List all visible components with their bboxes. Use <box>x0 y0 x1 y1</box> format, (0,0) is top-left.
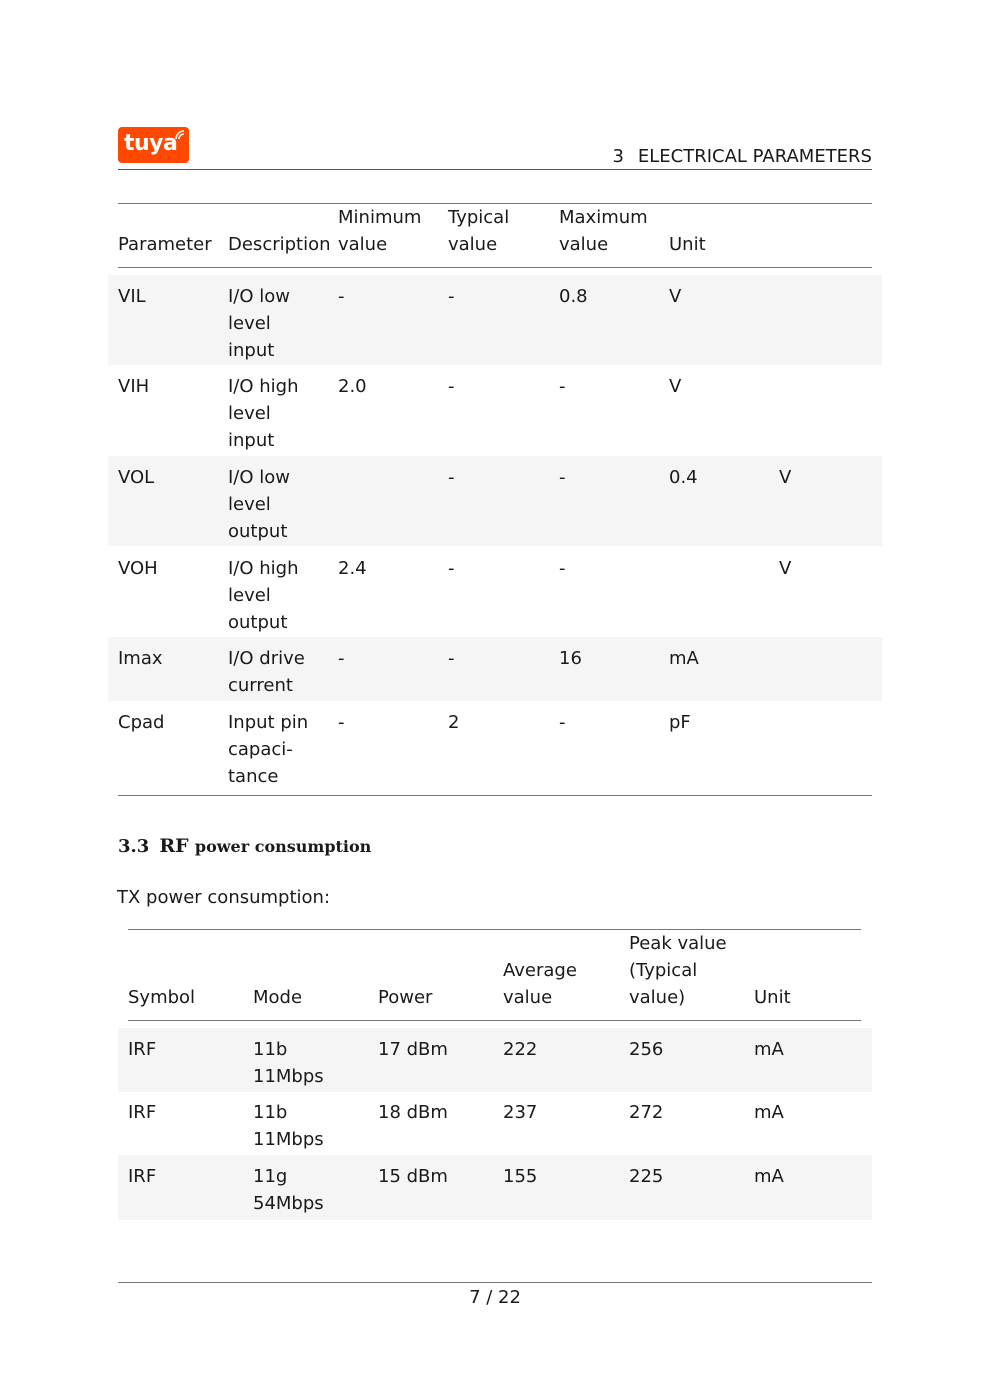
io-cell-c7: V <box>779 467 792 488</box>
tx-cell-average: 155 <box>503 1166 538 1187</box>
io-cell-c7: V <box>779 558 792 579</box>
io-cell-c5: - <box>559 467 566 488</box>
tx-intro-text: TX power consumption: <box>117 887 331 908</box>
tx-cell-average: 237 <box>503 1102 538 1123</box>
io-cell-c6: V <box>669 376 682 397</box>
io-cell-desc: I/O high level output <box>228 558 299 633</box>
tx-header-average: Average value <box>503 960 577 1008</box>
logo-text: tuya <box>124 131 178 156</box>
tx-cell-power: 15 dBm <box>378 1166 448 1187</box>
io-cell-param: VIH <box>118 376 150 397</box>
io-cell-c4: - <box>448 467 455 488</box>
io-cell-c4: - <box>448 558 455 579</box>
tx-cell-symbol: IRF <box>128 1166 157 1187</box>
tx-cell-symbol: IRF <box>128 1039 157 1060</box>
io-cell-c5: - <box>559 712 566 733</box>
io-cell-param: VOL <box>118 467 155 488</box>
io-cell-desc: Input pin capaci- tance <box>228 712 309 787</box>
tx-header-unit: Unit <box>754 987 791 1008</box>
tx-cell-mode: 11b 11Mbps <box>253 1102 324 1150</box>
io-cell-c5: - <box>559 376 566 397</box>
table-row-band <box>108 456 882 546</box>
io-cell-desc: I/O drive current <box>228 648 305 696</box>
tx-cell-power: 18 dBm <box>378 1102 448 1123</box>
io-cell-c3: 2.0 <box>338 376 367 397</box>
tx-cell-average: 222 <box>503 1039 538 1060</box>
io-cell-c4: - <box>448 286 455 307</box>
tx-cell-unit: mA <box>754 1039 784 1060</box>
io-cell-c6: 0.4 <box>669 467 698 488</box>
tx-cell-peak: 272 <box>629 1102 664 1123</box>
io-table-bottom-rule <box>118 795 872 796</box>
io-cell-c4: - <box>448 648 455 669</box>
io-cell-c5: 16 <box>559 648 582 669</box>
io-cell-param: Imax <box>118 648 163 669</box>
io-cell-c5: 0.8 <box>559 286 588 307</box>
io-cell-c6: V <box>669 286 682 307</box>
io-header-description: Description <box>228 234 331 255</box>
io-cell-c5: - <box>559 558 566 579</box>
tx-cell-power: 17 dBm <box>378 1039 448 1060</box>
io-cell-c3: - <box>338 712 345 733</box>
footer-rule <box>118 1282 872 1283</box>
tx-header-mode: Mode <box>253 987 303 1008</box>
section-number: 3.3 <box>118 836 150 857</box>
tx-cell-unit: mA <box>754 1102 784 1123</box>
io-cell-c4: 2 <box>448 712 460 733</box>
header-section-title: ELECTRICAL PARAMETERS <box>637 146 872 167</box>
io-header-minimum: Minimum value <box>338 207 422 255</box>
running-header <box>118 146 872 167</box>
io-cell-param: VOH <box>118 558 158 579</box>
tx-table-header-rule <box>128 1020 861 1021</box>
table-row-band <box>108 637 882 701</box>
tx-table-top-rule <box>128 929 861 930</box>
tx-cell-symbol: IRF <box>128 1102 157 1123</box>
io-cell-desc: I/O low level input <box>228 286 290 361</box>
io-cell-c3: 2.4 <box>338 558 367 579</box>
io-cell-param: VIL <box>118 286 146 307</box>
io-header-parameter: Parameter <box>118 234 212 255</box>
section-title-first: RF <box>159 835 189 857</box>
header-rule <box>118 169 872 170</box>
tx-cell-peak: 225 <box>629 1166 664 1187</box>
io-cell-param: Cpad <box>118 712 165 733</box>
io-cell-c3: - <box>338 648 345 669</box>
tx-header-symbol: Symbol <box>128 987 196 1008</box>
tx-cell-unit: mA <box>754 1166 784 1187</box>
io-cell-desc: I/O high level input <box>228 376 299 451</box>
tx-header-peak: Peak value (Typical value) <box>629 933 727 1008</box>
section-heading <box>118 835 371 857</box>
io-header-typical: Typical value <box>448 207 510 255</box>
tx-header-power: Power <box>378 987 433 1008</box>
io-header-maximum: Maximum value <box>559 207 648 255</box>
wifi-icon <box>174 129 186 141</box>
page-number: 7 / 22 <box>469 1287 521 1308</box>
io-cell-desc: I/O low level output <box>228 467 290 542</box>
tx-cell-mode: 11b 11Mbps <box>253 1039 324 1087</box>
io-cell-c6: pF <box>669 712 691 733</box>
header-section-number: 3 <box>612 146 624 167</box>
tx-cell-mode: 11g 54Mbps <box>253 1166 324 1214</box>
io-table-header-rule <box>118 267 872 268</box>
io-cell-c4: - <box>448 376 455 397</box>
section-title-rest: power consumption <box>194 837 372 856</box>
io-header-unit: Unit <box>669 234 706 255</box>
io-cell-c6: mA <box>669 648 699 669</box>
io-cell-c3: - <box>338 286 345 307</box>
table-row-band <box>108 275 882 365</box>
tx-cell-peak: 256 <box>629 1039 664 1060</box>
